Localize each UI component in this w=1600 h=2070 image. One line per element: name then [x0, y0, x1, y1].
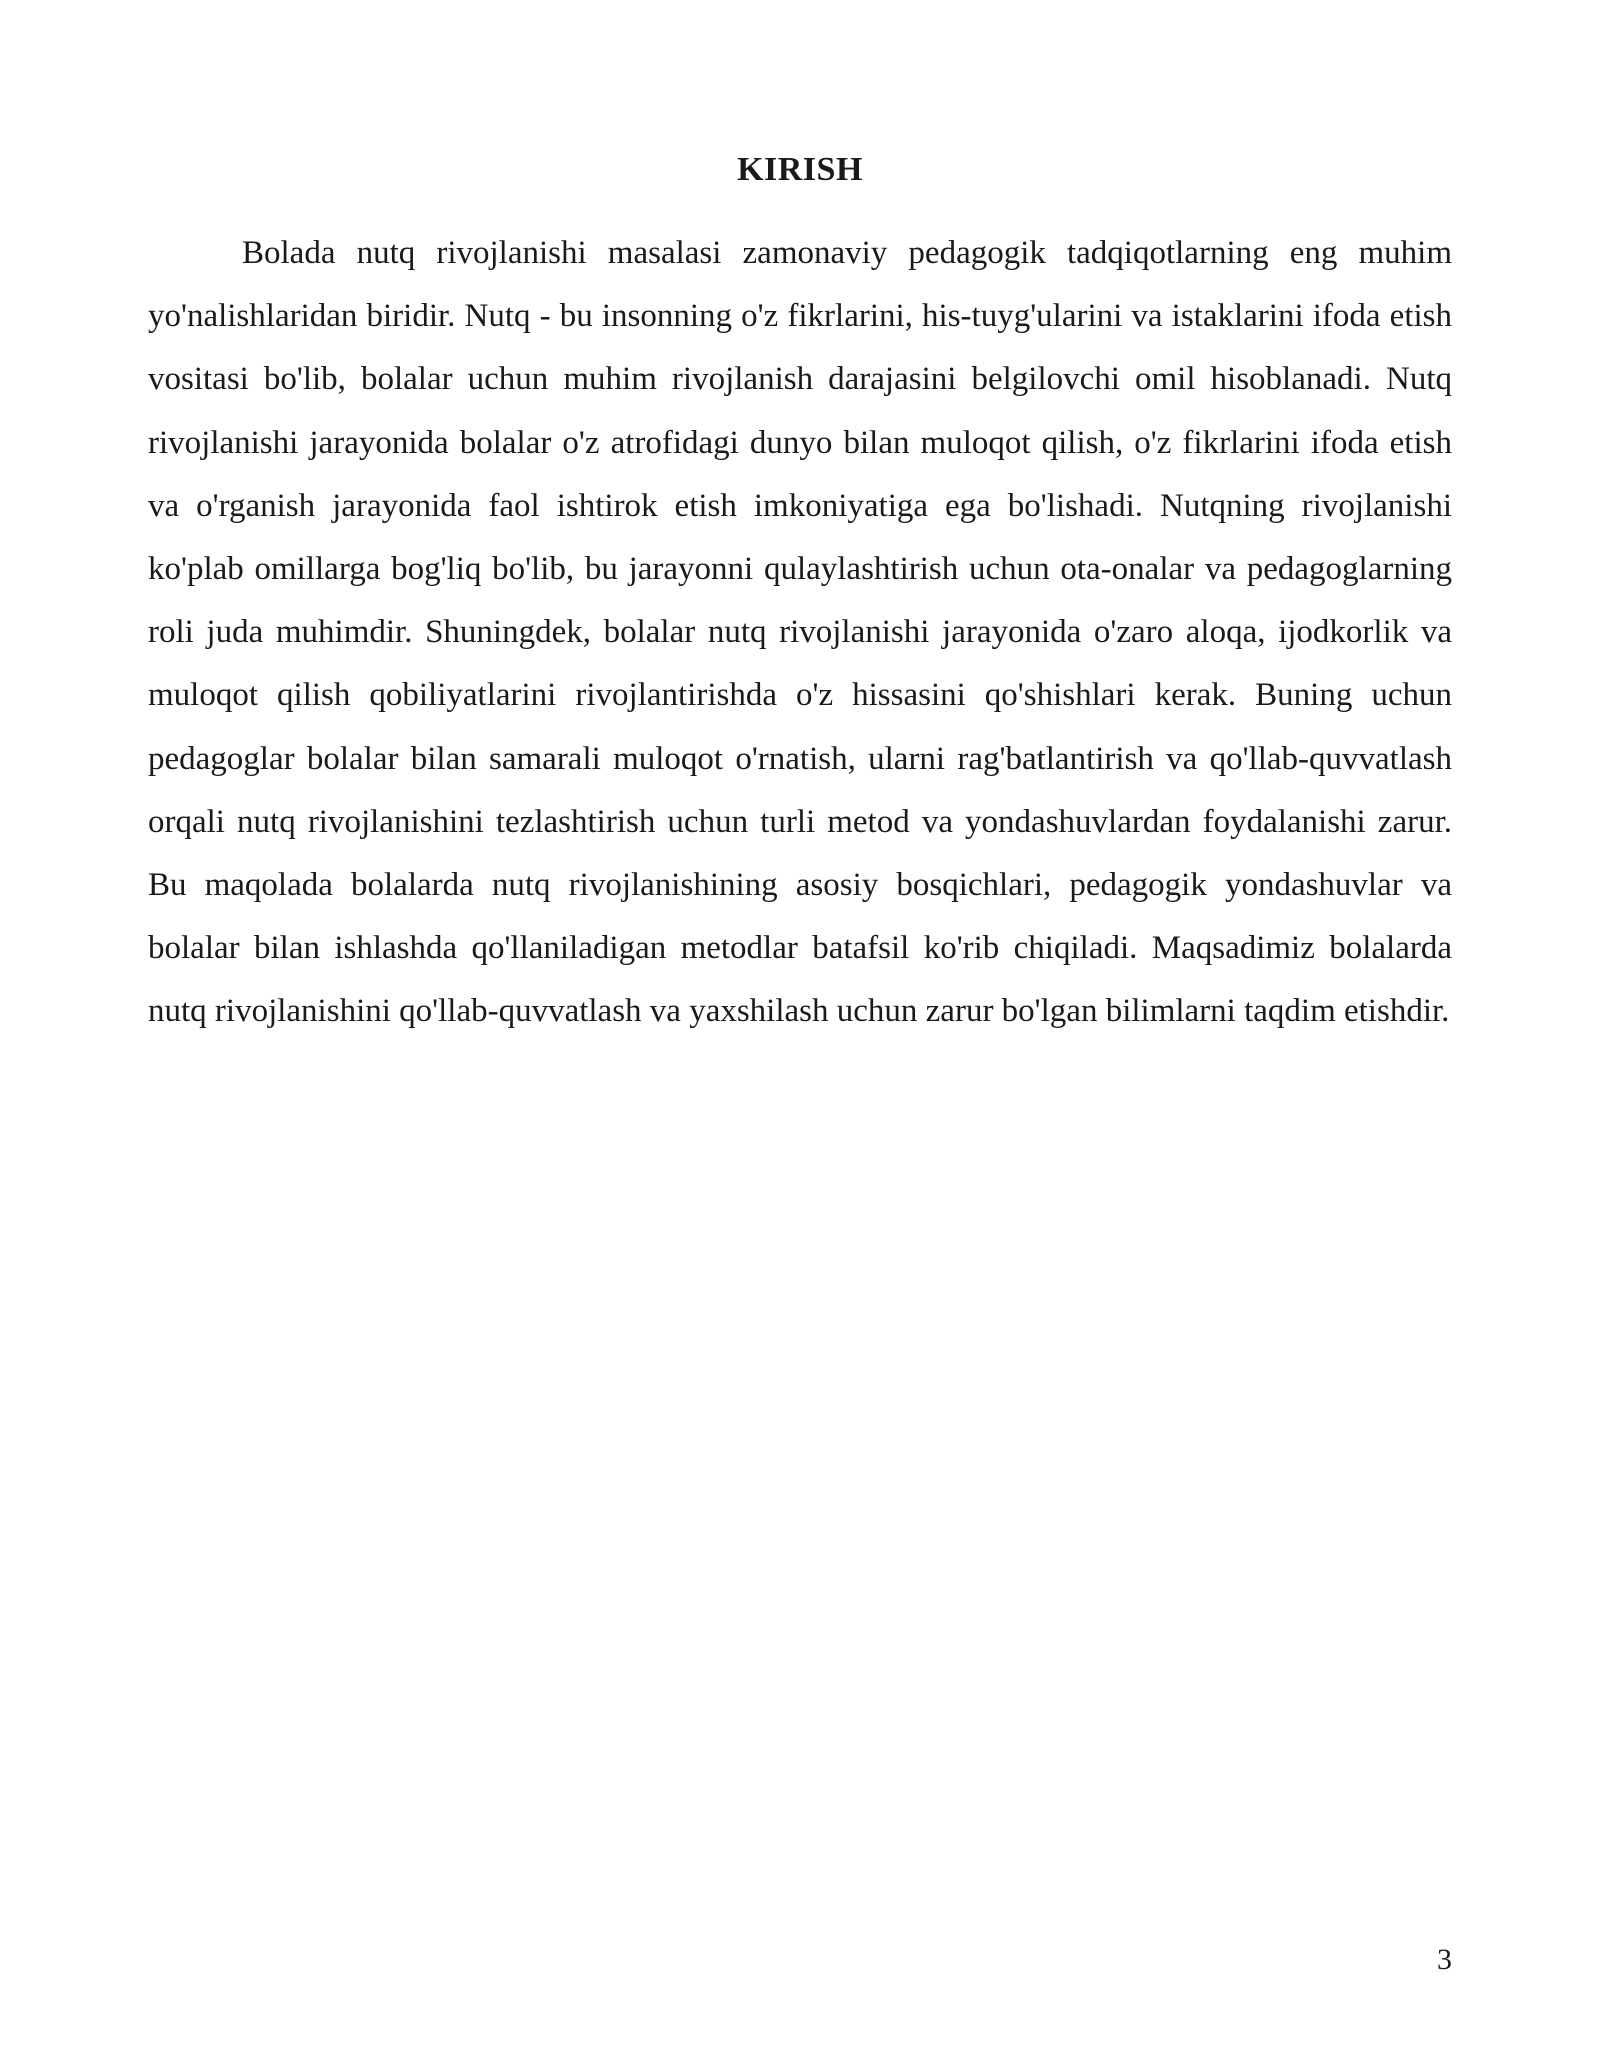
- page-number: 3: [1437, 1943, 1452, 1976]
- body-paragraph: Bolada nutq rivojlanishi masalasi zamonaviy pedagogik tadqiqotlarning eng muhim yo'nalishlaridan biridir. Nutq - bu insonning o'z fikrlarini, his-tuyg'ularini va istaklarini ifoda etish vositasi bo'lib, bolalar uchun muhim rivojlanish darajasini belgilovchi omil hisoblanadi. Nutq rivojlanishi jarayonida bolalar o'z atrofidagi dunyo bilan muloqot qilish, o'z fikrlarini ifoda etish va o'rganish jarayonida faol ishtirok etish imkoniyatiga ega bo'lishadi. Nutqning rivojlanishi ko'plab omillarga bog'liq bo'lib, bu jarayonni qulaylashtirish uchun ota-onalar va pedagoglarning roli juda muhimdir. Shuningdek, bolalar nutq rivojlanishi jarayonida o'zaro aloqa, ijodkorlik va muloqot qilish qobiliyatlarini rivojlantirishda o'z hissasini qo'shishlari kerak. Buning uchun pedagoglar bolalar bilan samarali muloqot o'rnatish, ularni rag'batlantirish va qo'llab-quvvatlash orqali nutq rivojlanishini tezlashtirish uchun turli metod va yondashuvlardan foydalanishi zarur. Bu maqolada bolalarda nutq rivojlanishining asosiy bosqichlari, pedagogik yondashuvlar va bolalar bilan ishlashda qo'llaniladigan metodlar batafsil ko'rib chiqiladi. Maqsadimiz bolalarda nutq rivojlanishini qo'llab-quvvatlash va yaxshilash uchun zarur bo'lgan bilimlarni taqdim etishdir.: [148, 235, 1452, 1030]
- section-heading: KIRISH: [737, 151, 863, 188]
